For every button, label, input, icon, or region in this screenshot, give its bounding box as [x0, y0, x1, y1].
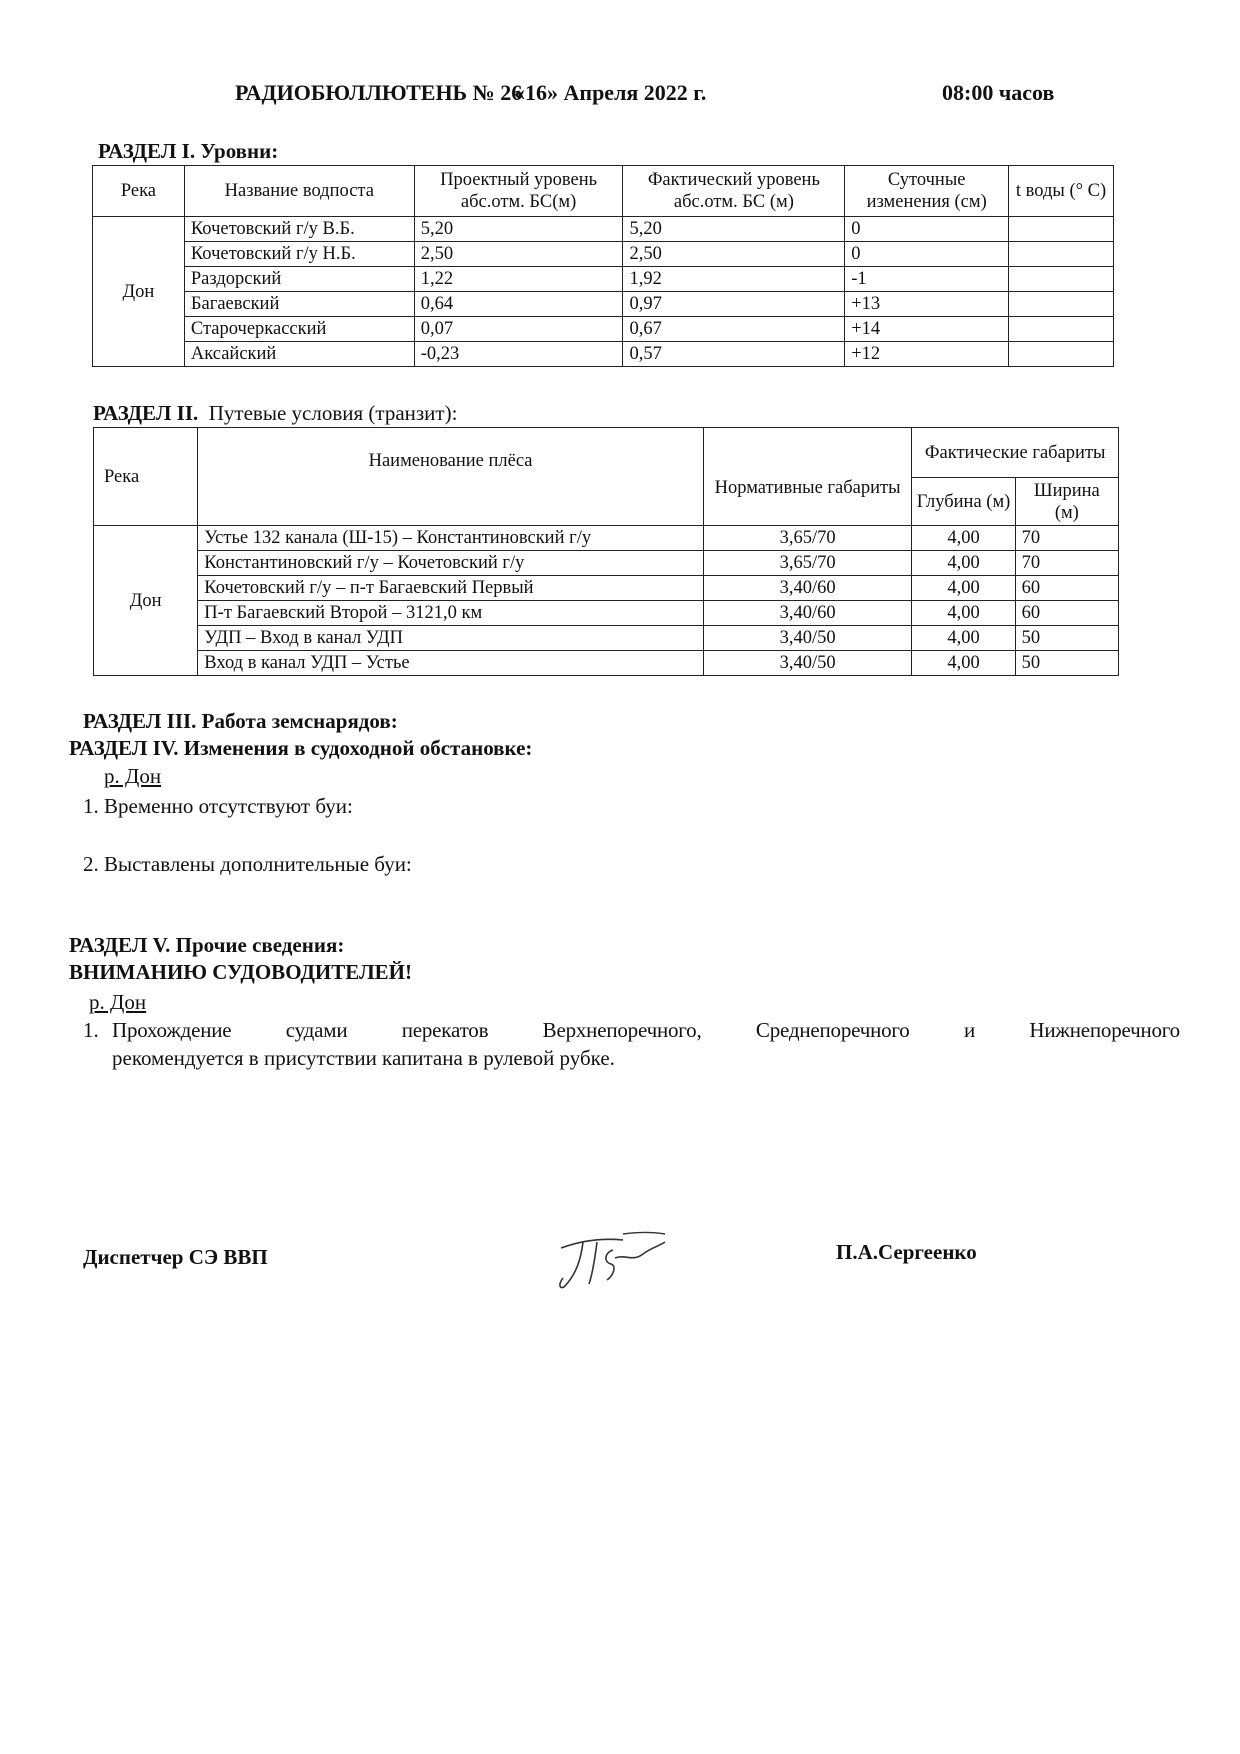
- section4-heading: РАЗДЕЛ IV. Изменения в судоходной обстановке:: [69, 736, 533, 760]
- col-actual-level: Фактический уровень абс.отм. БС (м): [623, 166, 845, 217]
- temp-cell: [1009, 342, 1114, 367]
- col-normative: Нормативные габариты: [703, 428, 912, 526]
- col-river: Река: [93, 166, 185, 217]
- section4-item-missing-buoys: 1. Временно отсутствуют буи:: [83, 794, 353, 818]
- normative-cell: 3,65/70: [703, 551, 912, 576]
- section2-heading: [93, 401, 457, 426]
- width-cell: 70: [1015, 526, 1118, 551]
- post-cell: Старочеркасский: [184, 317, 414, 342]
- normative-cell: 3,40/50: [703, 626, 912, 651]
- temp-cell: [1009, 317, 1114, 342]
- temp-cell: [1009, 242, 1114, 267]
- actual-cell: 1,92: [623, 267, 845, 292]
- section5-item-text-line2: рекомендуется в присутствии капитана в рулевой рубке.: [112, 1046, 615, 1070]
- dispatcher-name: П.А.Сергеенко: [836, 1240, 977, 1264]
- route-header-row: [94, 428, 1119, 478]
- change-cell: +12: [845, 342, 1009, 367]
- normative-cell: 3,40/60: [703, 576, 912, 601]
- section5-item-text-line1: Прохождение судами перекатов Верхнепоречного, Среднепоречного и Нижнепоречного: [112, 1018, 1180, 1042]
- section5-river: р. Дон: [89, 990, 147, 1014]
- project-cell: -0,23: [414, 342, 623, 367]
- bulletin-title: РАДИОБЮЛЛЮТЕНЬ № 26: [235, 80, 523, 105]
- bulletin-header: [0, 80, 1240, 110]
- col-water-temp: t воды (° С): [1009, 166, 1114, 217]
- section5-heading: РАЗДЕЛ V. Прочие сведения:: [69, 933, 345, 957]
- change-cell: -1: [845, 267, 1009, 292]
- col-depth: Глубина (м): [912, 478, 1015, 526]
- table-row: [94, 601, 1119, 626]
- table-row: [93, 242, 1114, 267]
- river-cell: Дон: [94, 526, 198, 676]
- signature-image: [553, 1228, 673, 1298]
- project-cell: 5,20: [414, 217, 623, 242]
- reach-cell: Константиновский г/у – Кочетовский г/у: [198, 551, 703, 576]
- river-cell: Дон: [93, 217, 185, 367]
- temp-cell: [1009, 267, 1114, 292]
- attention-heading: ВНИМАНИЮ СУДОВОДИТЕЛЕЙ!: [69, 960, 412, 984]
- actual-cell: 0,57: [623, 342, 845, 367]
- section4-river: р. Дон: [104, 764, 162, 788]
- normative-cell: 3,65/70: [703, 526, 912, 551]
- width-cell: 50: [1015, 626, 1118, 651]
- table-row: [93, 342, 1114, 367]
- route-conditions-table: [93, 427, 1119, 676]
- width-cell: 60: [1015, 576, 1118, 601]
- table-row: [93, 267, 1114, 292]
- project-cell: 0,07: [414, 317, 623, 342]
- bulletin-time: 08:00 часов: [942, 80, 1055, 105]
- levels-header-row: [93, 166, 1114, 217]
- col-project-level: Проектный уровень абс.отм. БС(м): [414, 166, 623, 217]
- post-cell: Аксайский: [184, 342, 414, 367]
- table-row: [94, 526, 1119, 551]
- depth-cell: 4,00: [912, 551, 1015, 576]
- actual-cell: 0,97: [623, 292, 845, 317]
- table-row: [93, 292, 1114, 317]
- change-cell: +14: [845, 317, 1009, 342]
- width-cell: 50: [1015, 651, 1118, 676]
- levels-table: [92, 165, 1114, 367]
- reach-cell: Кочетовский г/у – п-т Багаевский Первый: [198, 576, 703, 601]
- col-daily-change: Суточные изменения (см): [845, 166, 1009, 217]
- table-row: [94, 551, 1119, 576]
- temp-cell: [1009, 292, 1114, 317]
- section4-item-extra-buoys: 2. Выставлены дополнительные буи:: [83, 852, 412, 876]
- reach-cell: П-т Багаевский Второй – 3121,0 км: [198, 601, 703, 626]
- table-row: [94, 576, 1119, 601]
- depth-cell: 4,00: [912, 626, 1015, 651]
- section3-heading: РАЗДЕЛ III. Работа земснарядов:: [83, 709, 398, 733]
- col-actual-dimensions: Фактические габариты: [912, 428, 1119, 478]
- table-row: [93, 317, 1114, 342]
- reach-cell: УДП – Вход в канал УДП: [198, 626, 703, 651]
- post-cell: Багаевский: [184, 292, 414, 317]
- col-width: Ширина (м): [1015, 478, 1118, 526]
- project-cell: 0,64: [414, 292, 623, 317]
- post-cell: Кочетовский г/у В.Б.: [184, 217, 414, 242]
- depth-cell: 4,00: [912, 576, 1015, 601]
- col-reach: Наименование плёса: [198, 428, 703, 526]
- normative-cell: 3,40/50: [703, 651, 912, 676]
- change-cell: +13: [845, 292, 1009, 317]
- depth-cell: 4,00: [912, 601, 1015, 626]
- change-cell: 0: [845, 217, 1009, 242]
- col-river: Река: [94, 428, 198, 526]
- change-cell: 0: [845, 242, 1009, 267]
- depth-cell: 4,00: [912, 651, 1015, 676]
- section2-heading-label: РАЗДЕЛ II.: [93, 401, 199, 425]
- section2-heading-text: Путевые условия (транзит):: [208, 401, 458, 425]
- project-cell: 2,50: [414, 242, 623, 267]
- post-cell: Кочетовский г/у Н.Б.: [184, 242, 414, 267]
- depth-cell: 4,00: [912, 526, 1015, 551]
- actual-cell: 0,67: [623, 317, 845, 342]
- dispatcher-title: Диспетчер СЭ ВВП: [83, 1245, 268, 1269]
- width-cell: 60: [1015, 601, 1118, 626]
- project-cell: 1,22: [414, 267, 623, 292]
- actual-cell: 5,20: [623, 217, 845, 242]
- col-post: Название водпоста: [184, 166, 414, 217]
- bulletin-date: «16» Апреля 2022 г.: [514, 80, 707, 105]
- table-row: [93, 217, 1114, 242]
- reach-cell: Устье 132 канала (Ш-15) – Константиновский г/у: [198, 526, 703, 551]
- post-cell: Раздорский: [184, 267, 414, 292]
- actual-cell: 2,50: [623, 242, 845, 267]
- section1-heading: РАЗДЕЛ I. Уровни:: [98, 139, 279, 163]
- table-row: [94, 626, 1119, 651]
- section5-item-number: 1.: [83, 1018, 99, 1042]
- width-cell: 70: [1015, 551, 1118, 576]
- normative-cell: 3,40/60: [703, 601, 912, 626]
- table-row: [94, 651, 1119, 676]
- temp-cell: [1009, 217, 1114, 242]
- reach-cell: Вход в канал УДП – Устье: [198, 651, 703, 676]
